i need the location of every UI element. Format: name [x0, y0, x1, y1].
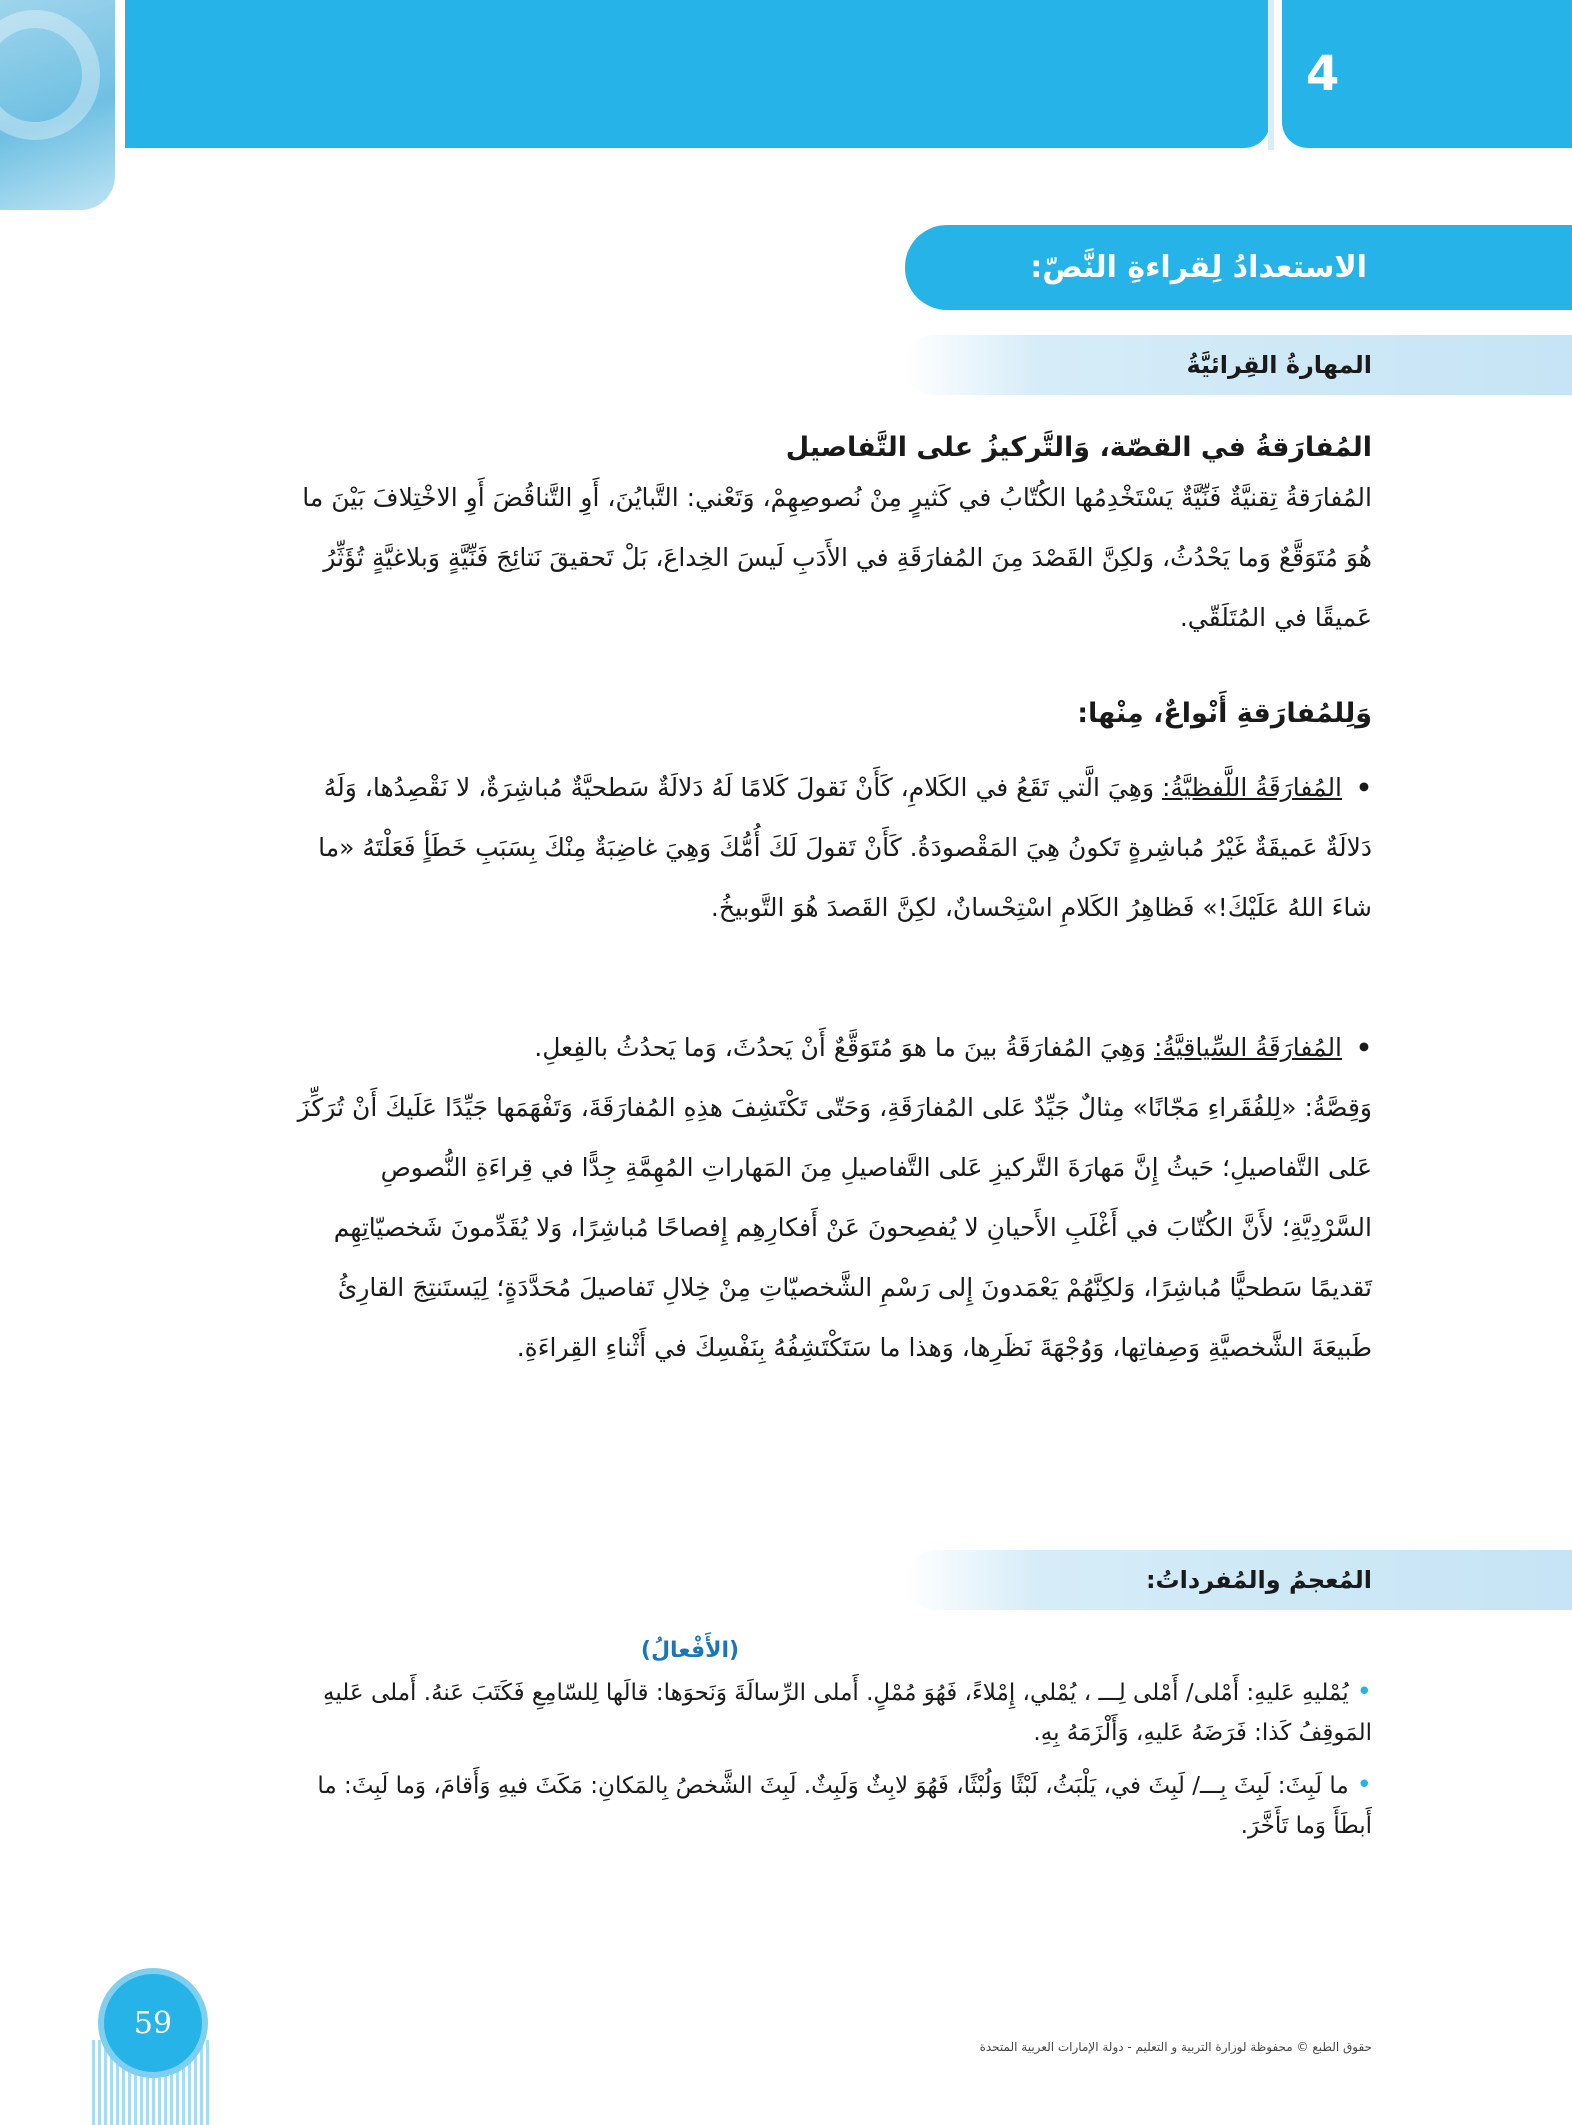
bullet-text: وَهِيَ الَّتي تَقَعُ في الكَلامِ، كَأَنْ نَقولَ كَلامًا لَهُ دَلالَةٌ سَطحيَّةٌ مُباشِرَةٌ، لا نَقْصِدُها، وَلَهُ دَلالَةٌ عَميقَةٌ غَيْرُ مُباشِرةٍ تَكونُ هِيَ المَقْصودَةُ. كَأَنْ تَقولَ لَكَ أُمُّكَ وَهِيَ غاضِبَةٌ مِنْكَ بِسَبَبِ خَطَأٍ فَعَلْتَهُ «ما شاءَ اللهُ عَلَيْكَ!» فَظاهِرُ الكَلامِ اسْتِحْسانٌ، لكِنَّ القَصدَ هُوَ التَّوبيخُ.: [318, 773, 1372, 922]
vocab-item: [292, 1672, 1372, 1753]
bullet-dot: •: [1356, 1033, 1372, 1062]
types-heading: وَلِلمُفارَقةِ أَنْواعٌ، مِنْها:: [1077, 698, 1372, 729]
bullet-term: المُفارَقَةُ اللَّفظيَّةُ:: [1161, 773, 1343, 802]
section-title-prep: الاستعدادُ لِقراءةِ النَّصّ:: [1030, 250, 1367, 285]
subsection-title-vocab: المُعجمُ والمُفرداتُ:: [1145, 1566, 1372, 1594]
subsection-header-vocab: [905, 1550, 1572, 1610]
subsection-header-skill: [905, 335, 1572, 395]
subsection-title-skill: المهارةُ القِرائيَّةُ: [1186, 351, 1372, 379]
vocab-bullet: •: [1356, 1677, 1372, 1707]
bullet-dot: •: [1356, 773, 1372, 802]
vocab-text: يُمْليهِ عَليهِ: أَمْلى/ أَمْلى لِـــ ، يُمْلي، إِمْلاءً، فَهُوَ مُمْلٍ. أَملى الرِّسالَةَ وَنَحوَها: قالَها لِلسّامِعِ فَكَتَبَ عَنهُ. أَملى عَليهِ المَوقِفُ كَذا: فَرَضَهُ عَليهِ، وَأَلْزَمَهُ بِهِ.: [323, 1680, 1372, 1746]
bullet-text: وَهِيَ المُفارَقَةُ بينَ ما هوَ مُتَوَقَّعٌ أَنْ يَحدُثَ، وَما يَحدُثُ بالفِعلِ.: [534, 1033, 1154, 1062]
bullet-item-situational-irony: [292, 1018, 1372, 1078]
article-title: المُفارَقةُ في القصّة، وَالتَّركيزُ على التَّفاصيل: [785, 432, 1372, 463]
top-banner: [125, 0, 1270, 148]
page-number-badge: [98, 1968, 208, 2078]
vocab-text: ما لَبِثَ: لَبِثَ بِـــ/ لَبِثَ في، يَلْبَثُ، لَبْثًا وَلُبْثًا، فَهُوَ لابِثٌ وَلَبِثٌ. لَبِثَ الشَّخصُ بِالمَكانِ: مَكَثَ فيهِ وَأَقامَ، وَما لَبِثَ: ما أَبطَأَ وَما تَأَخَّرَ.: [317, 1773, 1372, 1839]
section-header-prep: [905, 225, 1572, 310]
verbs-title: (الأَفْعالُ): [640, 1638, 740, 1663]
unit-tab: [1282, 0, 1572, 148]
page-number: 59: [133, 2005, 173, 2041]
bullet-term: المُفارَقَةُ السِّياقيَّةُ:: [1154, 1033, 1343, 1062]
intro-paragraph: المُفارَقةُ تِقنيَّةٌ فَنِّيَّةٌ يَسْتَخْدِمُها الكُتّابُ في كَثيرٍ مِنْ نُصوصِهِمْ، وَتَعْني: التَّبايُنَ، أَوِ التَّناقُضَ أَوِ الاخْتِلافَ بَيْنَ ما هُوَ مُتَوَقَّعٌ وَما يَحْدُثُ، وَلكِنَّ القَصْدَ مِنَ المُفارَقَةِ في الأَدَبِ لَيسَ الخِداعَ، بَلْ تَحقيقَ نَتائِجَ فَنِّيَّةٍ وَبلاغيَّةٍ تُؤَثِّرُ عَميقًا في المُتَلَقّي.: [302, 483, 1372, 632]
unit-number: 4: [1306, 46, 1340, 102]
banner-divider: [1268, 0, 1274, 150]
story-paragraph: وَقِصَّةُ: «لِلفُقَراءِ مَجّانًا» مِثالٌ جَيِّدٌ عَلى المُفارَقَةِ، وَحَتّى تَكْتَشِفَ هذِهِ المُفارَقَةَ، وَتَفْهَمَها جَيِّدًا عَلَيكَ أَنْ تُرَكِّزَ عَلى التَّفاصيلِ؛ حَيثُ إِنَّ مَهارَةَ التَّركيزِ عَلى التَّفاصيلِ مِنَ المَهاراتِ المُهِمَّةِ جِدًّا في قِراءَةِ النُّصوصِ السَّرْدِيَّةِ؛ لأَنَّ الكُتّابَ في أَغْلَبِ الأَحيانِ لا يُفصِحونَ عَنْ أَفكارِهِم إِفصاحًا مُباشِرًا، وَلا يُقَدِّمونَ شَخصيّاتِهِم تَقديمًا سَطحيًّا مُباشِرًا، وَلكِنَّهُمْ يَعْمَدونَ إِلى رَسْمِ الشَّخصيّاتِ مِنْ خِلالِ تَفاصيلَ مُحَدَّدَةٍ؛ لِيَستَنتِجَ القارِئُ طَبيعَةَ الشَّخصيَّةِ وَصِفاتِها، وَوُجْهَةَ نَظَرِها، وَهذا ما سَتَكْتَشِفُهُ بِنَفْسِكَ في أَثْناءِ القِراءَةِ.: [297, 1093, 1372, 1362]
vocab-item: [292, 1765, 1372, 1846]
bullet-item-verbal-irony: [292, 758, 1372, 938]
copyright-notice: حقوق الطبع © محفوظة لوزارة التربية و التعليم - دولة الإمارات العربية المتحدة: [979, 2040, 1372, 2054]
vocab-bullet: •: [1356, 1770, 1372, 1800]
